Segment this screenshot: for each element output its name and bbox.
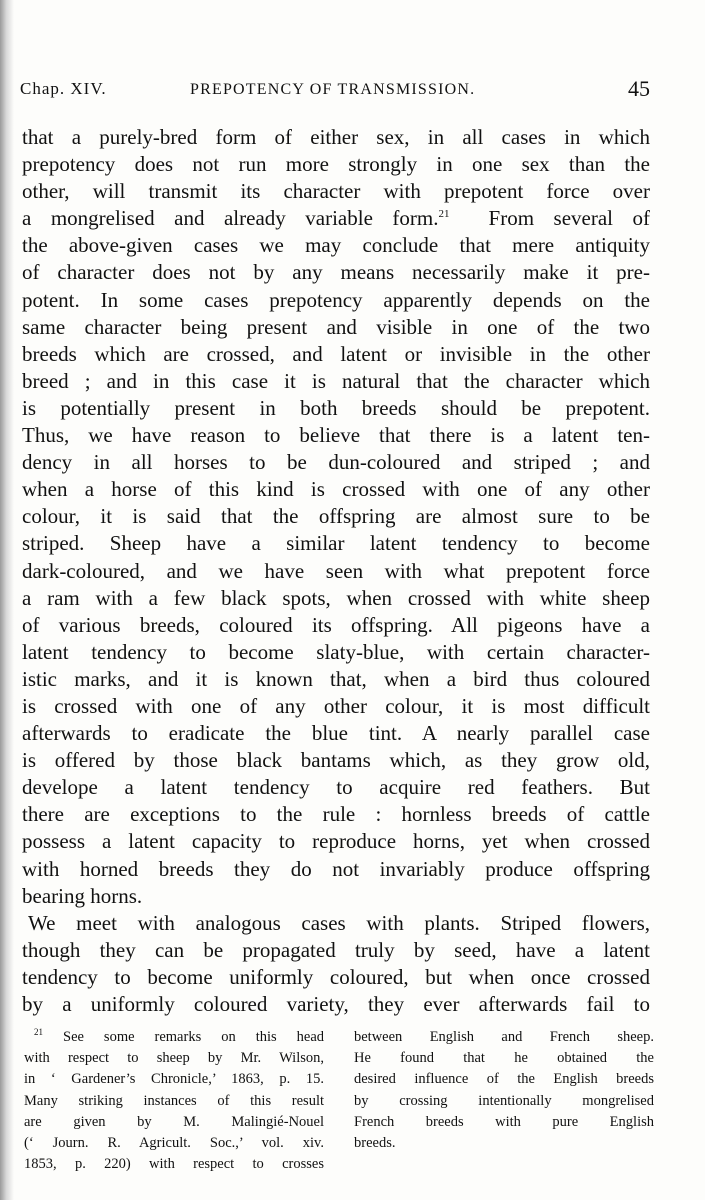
binding-shadow [0,0,14,1200]
footnote-line: French breeds with pure English [354,1113,654,1130]
text-line: there are exceptions to the rule : hornless breeds of cattle [22,802,650,827]
text-line: is potentially present in both breeds should be prepotent. [22,395,650,420]
text-line: of character does not by any means necessarily make it pre- [22,260,650,285]
text-line: tendency to become uniformly coloured, but when once crossed [22,964,650,989]
text-line: istic marks, and it is known that, when a bird thus coloured [22,666,650,691]
page-number: 45 [628,76,650,101]
text-line: other, will transmit its character with prepotent force over [22,179,650,204]
text-line: a ram with a few black spots, when crossed with white sheep [22,585,650,610]
text-line: the above-given cases we may conclude that mere antiquity [22,233,650,258]
footnote-column-left [24,1027,324,1175]
footnote-line: He found that he obtained the [354,1050,654,1067]
running-title: PREPOTENCY OF TRANSMISSION. [190,81,476,98]
text-line: afterwards to eradicate the blue tint. A nearly parallel case [22,721,650,746]
footnote-line: (‘ Journ. R. Agricult. Soc.,’ vol. xiv. [24,1134,324,1151]
text-line: potent. In some cases prepotency apparently depends on the [22,287,650,312]
running-header [20,76,650,104]
footnote-line: in ‘ Gardener’s Chronicle,’ 1863, p. 15. [24,1071,324,1088]
text-line: bearing horns. [22,883,143,908]
text-line: is crossed with one of any other colour, it is most difficult [22,693,650,718]
footnote-line: with respect to sheep by Mr. Wilson, [24,1050,324,1067]
footnote-reference: 21 [438,208,450,221]
footnote-line-text: See some remarks on this head [63,1029,324,1045]
text-line: with horned breeds they do not invariably produce offspring [22,856,650,881]
text-line-start: a mongrelised and already variable form. [22,206,439,231]
text-line: dency in all horses to be dun-coloured and striped ; and [22,450,650,475]
footnote-line: breeds. [354,1134,396,1151]
text-line: possess a latent capacity to reproduce horns, yet when crossed [22,829,650,854]
text-line: is offered by those black bantams which, as they grow old, [22,748,650,773]
text-line: breeds which are crossed, and latent or invisible in the other [22,341,650,366]
footnote-line [24,1027,324,1048]
text-line: that a purely-bred form of either sex, in all cases in which [22,125,650,149]
text-line: by a uniformly coloured variety, they ever afterwards fail to [22,992,650,1016]
footnote-column-right [354,1027,654,1154]
text-line: of various breeds, coloured its offspring. All pigeons have a [22,612,650,637]
text-line: prepotency does not run more strongly in one sex than the [22,152,650,177]
footnote-line: Many striking instances of this result [24,1092,324,1109]
text-line: same character being present and visible in one of the two [22,314,650,339]
text-line: though they can be propagated truly by seed, have a latent [22,937,650,962]
text-line: when a horse of this kind is crossed with one of any other [22,477,650,502]
text-line-continuation: From several of [449,206,651,231]
text-line: colour, it is said that the offspring are almost sure to be [22,504,650,529]
text-line: latent tendency to become slaty-blue, with certain character- [22,639,650,664]
footnote-line: between English and French sheep. [354,1029,654,1045]
footnote-line: by crossing intentionally mongrelised [354,1092,654,1109]
footnote-line: desired influence of the English breeds [354,1071,654,1088]
text-line: breed ; and in this case it is natural that the character which [22,368,650,393]
footnote-line: are given by M. Malingié-Nouel [24,1113,324,1130]
text-line: We meet with analogous cases with plants. Striped flowers, [28,910,650,935]
text-line: Thus, we have reason to believe that there is a latent ten- [22,423,650,448]
chapter-label: Chap. XIV. [20,79,107,98]
text-line: develope a latent tendency to acquire red feathers. But [22,775,650,800]
footnote-marker: 21 [34,1027,43,1038]
text-line: striped. Sheep have a similar latent tendency to become [22,531,650,556]
body-text [22,124,650,1018]
text-line: dark-coloured, and we have seen with what prepotent force [22,558,650,583]
text-line [22,205,650,232]
footnote-line: 1853, p. 220) with respect to crosses [24,1156,324,1173]
